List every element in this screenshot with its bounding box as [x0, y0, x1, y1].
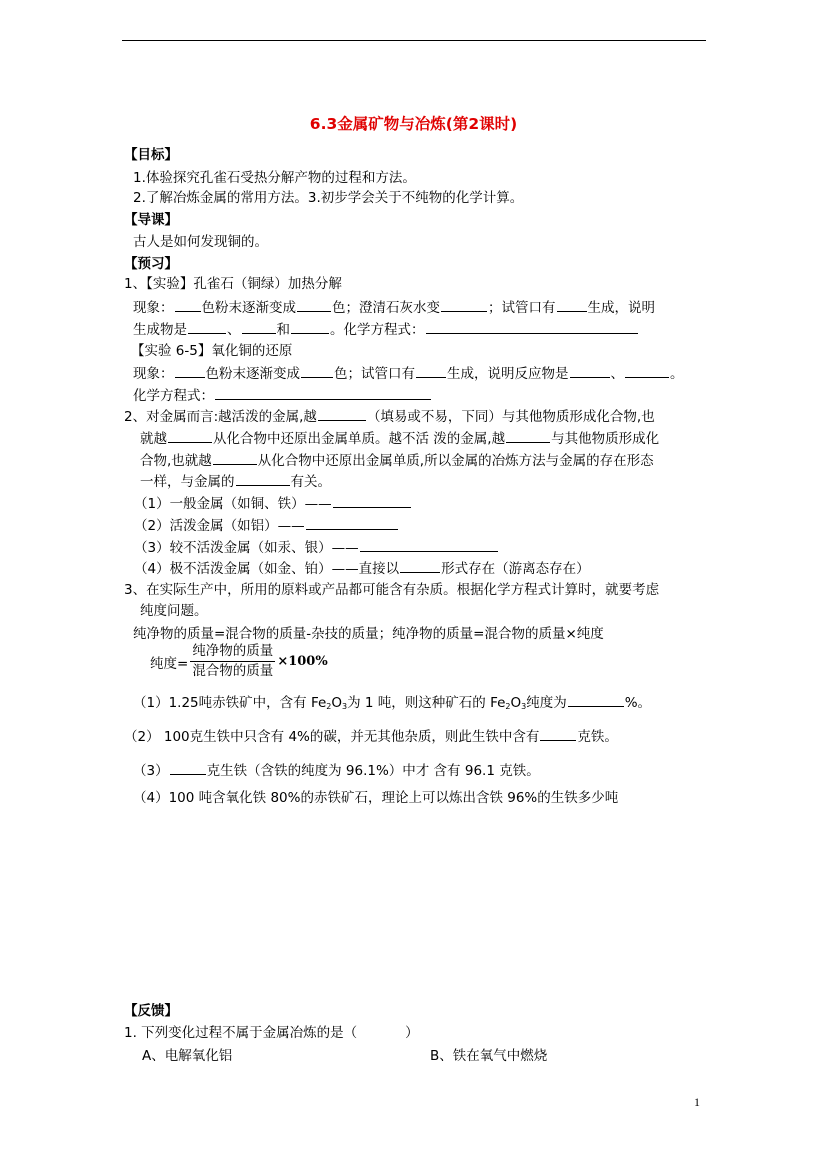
exp1-heading: 1、【实验】孔雀石（铜绿）加热分解	[124, 276, 342, 292]
blank[interactable]	[168, 428, 212, 443]
blank[interactable]	[400, 558, 440, 573]
blank[interactable]	[318, 406, 366, 421]
blank[interactable]	[213, 450, 257, 465]
blank[interactable]	[215, 385, 431, 400]
q2-item-4: （4）极不活泼金属（如金、铂）——直接以 形式存在（游离态存在）	[134, 558, 590, 579]
q2-item-2: （2）活泼金属（如铝）——	[134, 515, 399, 536]
option-a[interactable]: A、电解氧化铝	[142, 1048, 233, 1064]
formula-denominator: 混合物的质量	[192, 663, 274, 679]
blank[interactable]	[188, 319, 226, 334]
q3-line-1: 3、在实际生产中，所用的原料或产品都可能含有杂质。根据化学方程式计算时，就要考虑	[124, 582, 660, 598]
goal-line-2: 2.了解冶炼金属的常用方法。3.初步学会关于不纯物的化学计算。	[133, 190, 524, 206]
blank[interactable]	[570, 363, 610, 378]
blank[interactable]	[175, 297, 201, 312]
section-feedback: 【反馈】	[124, 1003, 178, 1019]
blank[interactable]	[306, 515, 398, 530]
formula-lhs: 纯度=	[150, 655, 189, 672]
blank[interactable]	[416, 363, 446, 378]
header-rule	[122, 40, 706, 41]
q2-item-3: （3）较不活泼金属（如汞、银）——	[134, 537, 499, 558]
blank[interactable]	[506, 428, 550, 443]
blank[interactable]	[242, 319, 276, 334]
q3-problem-4: （4）100 吨含氧化铁 80%的赤铁矿石，理论上可以炼出含铁 96%的生铁多少吨	[133, 790, 619, 806]
blank[interactable]	[333, 493, 411, 508]
page-title: 6.3金属矿物与冶炼(第2课时)	[309, 115, 518, 133]
exp2-line-1: 现象： 色粉末逐渐变成 色；试管口有 生成，说明反应物是 、 。	[133, 363, 684, 384]
blank[interactable]	[175, 363, 205, 378]
blank[interactable]	[236, 471, 290, 486]
exp2-heading: 【实验 6-5】氧化铜的还原	[131, 343, 293, 359]
q2-line-1: 2、对金属而言:越活泼的金属,越 （填易或不易，下同）与其他物质形成化合物,也	[124, 406, 655, 427]
q2-item-1: （1）一般金属（如铜、铁）——	[134, 493, 412, 514]
section-preview: 【预习】	[124, 256, 178, 272]
exp1-line-1: 现象： 色粉末逐渐变成 色；澄清石灰水变 ；试管口有 生成，说明	[133, 297, 655, 318]
q3-problem-1: （1）1.25吨赤铁矿中，含有 $Fe_2O_3$为 1 吨，则这种矿石的 $Fe_2O_3$纯度为 %。	[133, 692, 651, 717]
blank[interactable]	[291, 319, 329, 334]
q2-line-4: 一样，与金属的 有关。	[140, 471, 331, 492]
blank[interactable]	[360, 537, 498, 552]
exp1-line-2: 生成物是 、 和 。化学方程式：	[133, 319, 639, 340]
intro-text: 古人是如何发现铜的。	[133, 234, 268, 250]
formula-fraction	[190, 642, 275, 681]
blank[interactable]	[441, 297, 487, 312]
blank[interactable]	[625, 363, 669, 378]
section-goals: 【目标】	[124, 147, 178, 163]
blank[interactable]	[170, 760, 206, 775]
blank[interactable]	[426, 319, 638, 334]
q3-line-2: 纯度问题。	[140, 603, 208, 619]
q3-problem-3: （3） 克生铁（含铁的纯度为 96.1%）中才 含有 96.1 克铁。	[133, 760, 540, 781]
formula-numerator: 纯净物的质量	[190, 642, 275, 662]
exp2-line-2: 化学方程式：	[133, 385, 432, 406]
blank[interactable]	[540, 726, 576, 741]
q2-line-2: 就越 从化合物中还原出金属单质。越不活 泼的金属,越 与其他物质形成化	[140, 428, 659, 449]
option-b[interactable]: B、铁在氧气中燃烧	[430, 1048, 548, 1064]
formula-rhs: ×100%	[277, 654, 328, 669]
blank[interactable]	[557, 297, 587, 312]
purity-formula	[150, 642, 328, 681]
section-intro: 【导课】	[124, 212, 178, 228]
blank[interactable]	[297, 297, 331, 312]
feedback-question-1: 1. 下列变化过程不属于金属冶炼的是（ ）	[124, 1025, 419, 1041]
page-number: 1	[694, 1095, 700, 1109]
goal-line-1: 1.体验探究孔雀石受热分解产物的过程和方法。	[133, 170, 416, 186]
q3-line-3: 纯净物的质量=混合物的质量-杂技的质量；纯净物的质量=混合物的质量×纯度	[133, 626, 604, 642]
blank[interactable]	[301, 363, 333, 378]
blank[interactable]	[568, 692, 624, 707]
q3-problem-2: （2） 100克生铁中只含有 4%的碳，并无其他杂质，则此生铁中含有 克铁。	[124, 726, 618, 747]
q2-line-3: 合物,也就越 从化合物中还原出金属单质,所以金属的冶炼方法与金属的存在形态	[140, 450, 654, 471]
